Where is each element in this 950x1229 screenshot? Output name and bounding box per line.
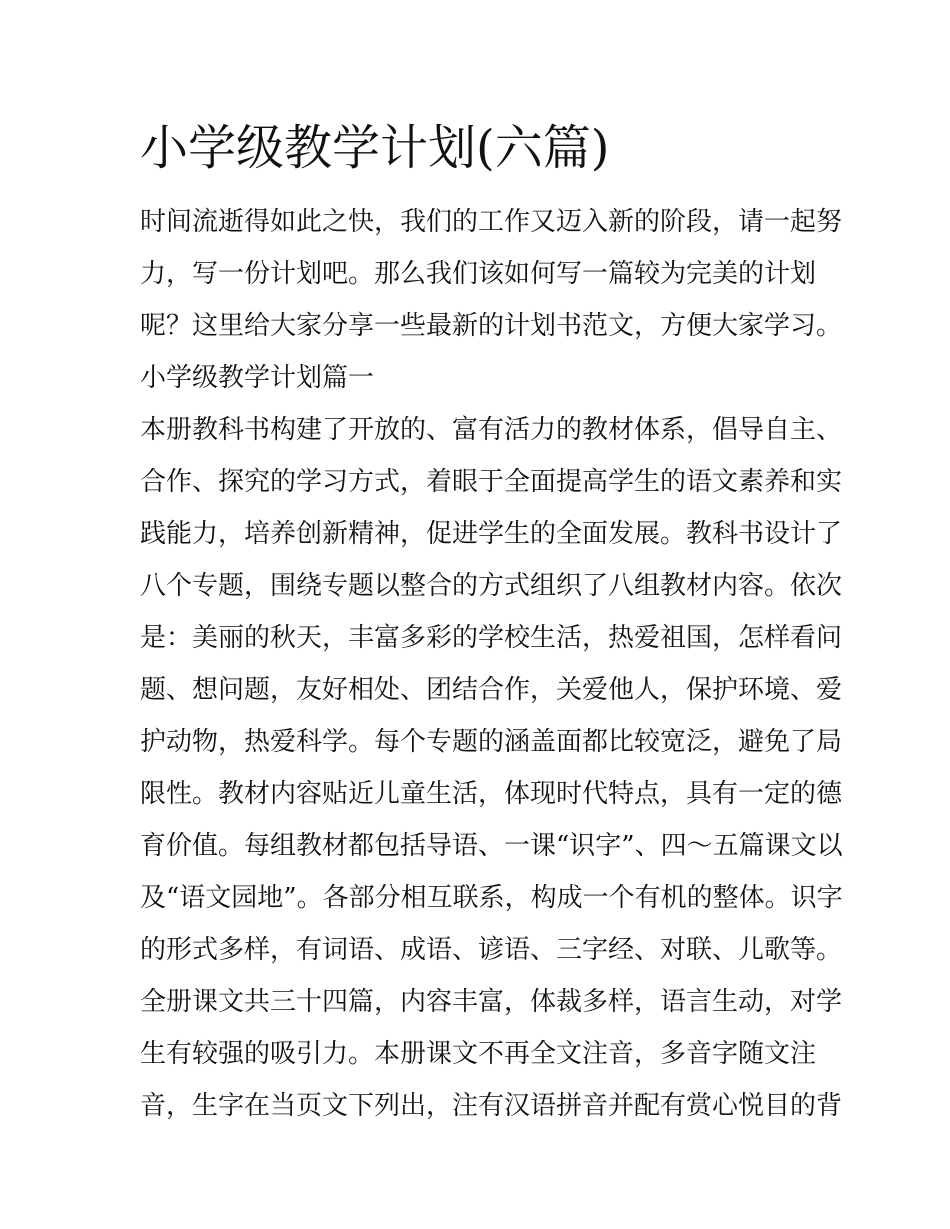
document-title: 小学级教学计划(六篇): [140, 120, 610, 176]
body-line-5: 本册教科书构建了开放的、富有活力的教材体系，倡导自主、: [140, 415, 843, 445]
body-line-10: 题、想问题，友好相处、团结合作，关爱他人，保护环境、爱: [140, 675, 843, 705]
body-line-11: 护动物，热爱科学。每个专题的涵盖面都比较宽泛，避免了局: [140, 727, 843, 757]
body-line-2: 力，写一份计划吧。那么我们该如何写一篇较为完美的计划: [140, 259, 817, 289]
body-line-14: 及“语文园地”。各部分相互联系，构成一个有机的整体。识字: [140, 883, 843, 913]
body-line-13: 育价值。每组教材都包括导语、一课“识字”、四～五篇课文以: [140, 831, 843, 861]
body-line-9: 是：美丽的秋天，丰富多彩的学校生活，热爱祖国，怎样看问: [140, 623, 843, 653]
body-line-15: 的形式多样，有词语、成语、谚语、三字经、对联、儿歌等。: [140, 935, 843, 965]
body-line-8: 八个专题，围绕专题以整合的方式组织了八组教材内容。依次: [140, 571, 843, 601]
body-line-1: 时间流逝得如此之快，我们的工作又迈入新的阶段，请一起努: [140, 207, 843, 237]
document-body: [140, 196, 843, 1132]
section-heading-1: 小学级教学计划篇一: [140, 363, 375, 393]
body-line-17: 生有较强的吸引力。本册课文不再全文注音，多音字随文注: [140, 1039, 817, 1069]
body-line-7: 践能力，培养创新精神，促进学生的全面发展。教科书设计了: [140, 519, 843, 549]
body-line-6: 合作、探究的学习方式，着眼于全面提高学生的语文素养和实: [140, 467, 843, 497]
body-line-3: 呢？这里给大家分享一些最新的计划书范文，方便大家学习。: [140, 311, 843, 341]
body-line-18: 音，生字在当页文下列出，注有汉语拼音并配有赏心悦目的背: [140, 1091, 843, 1121]
body-line-12: 限性。教材内容贴近儿童生活，体现时代特点，具有一定的德: [140, 779, 843, 809]
body-line-16: 全册课文共三十四篇，内容丰富，体裁多样，语言生动，对学: [140, 987, 843, 1017]
